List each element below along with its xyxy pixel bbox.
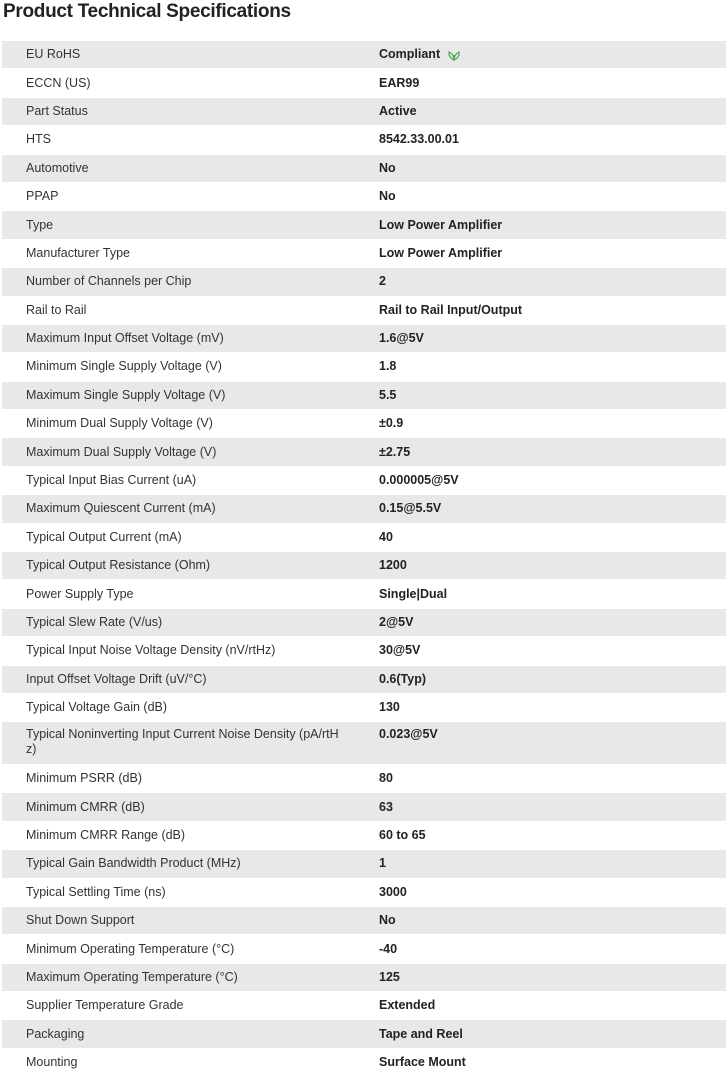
spec-value — [354, 1055, 726, 1070]
spec-name: Shut Down Support — [26, 913, 135, 928]
spec-value — [354, 913, 726, 928]
spec-value-text: EAR99 — [379, 75, 420, 90]
spec-value-text: 80 — [379, 771, 393, 786]
spec-row — [2, 382, 726, 410]
spec-value-text: 1 — [379, 856, 386, 871]
spec-value — [354, 885, 726, 900]
spec-value — [354, 331, 726, 346]
spec-row — [2, 935, 726, 963]
spec-value-text: ±0.9 — [379, 416, 404, 431]
spec-value-text: Compliant — [379, 47, 441, 62]
spec-name: Typical Settling Time (ns) — [26, 884, 166, 899]
spec-row — [2, 297, 726, 325]
spec-name: Minimum PSRR (dB) — [26, 771, 142, 786]
spec-row — [2, 552, 726, 580]
spec-value — [354, 161, 726, 176]
spec-value-text: 125 — [379, 969, 400, 984]
spec-value-text: Extended — [379, 998, 436, 1013]
spec-value — [354, 473, 726, 488]
spec-name: Minimum CMRR (dB) — [26, 799, 145, 814]
spec-value-text: 8542.33.00.01 — [379, 132, 459, 147]
spec-name: ECCN (US) — [26, 75, 91, 90]
spec-value-text: 0.6(Typ) — [379, 671, 426, 686]
spec-value — [354, 1027, 726, 1042]
spec-name: Supplier Temperature Grade — [26, 998, 184, 1013]
spec-name: Power Supply Type — [26, 586, 134, 601]
spec-row — [2, 879, 726, 907]
spec-name: Typical Voltage Gain (dB) — [26, 700, 168, 715]
spec-row — [2, 325, 726, 353]
spec-row — [2, 609, 726, 637]
spec-name: Maximum Dual Supply Voltage (V) — [26, 444, 217, 459]
spec-value-text: 3000 — [379, 884, 407, 899]
spec-row — [2, 722, 726, 765]
spec-row — [2, 580, 726, 608]
spec-value-text: No — [379, 189, 396, 204]
spec-row — [2, 907, 726, 935]
spec-name: HTS — [26, 132, 51, 147]
spec-row — [2, 666, 726, 694]
spec-value — [354, 359, 726, 374]
spec-value — [354, 727, 726, 742]
spec-name: Typical Gain Bandwidth Product (MHz) — [26, 856, 241, 871]
spec-row — [2, 1049, 726, 1077]
spec-name: Packaging — [26, 1026, 85, 1041]
spec-value-text: 0.000005@5V — [379, 473, 459, 488]
spec-row — [2, 850, 726, 878]
spec-name: Input Offset Voltage Drift (uV/°C) — [26, 671, 207, 686]
spec-value-text: No — [379, 913, 396, 928]
spec-value-text: 1.6@5V — [379, 331, 424, 346]
spec-value-text: Active — [379, 103, 417, 118]
spec-row — [2, 467, 726, 495]
spec-name: Typical Noninverting Input Current Noise Density (pA/rtHz) — [26, 727, 339, 757]
spec-value-text: 1200 — [379, 558, 407, 573]
spec-row — [2, 524, 726, 552]
spec-value-text: Surface Mount — [379, 1055, 466, 1070]
spec-value — [354, 445, 726, 460]
spec-name: Minimum Dual Supply Voltage (V) — [26, 416, 213, 431]
spec-name: Type — [26, 217, 54, 232]
spec-name: Rail to Rail — [26, 302, 87, 317]
spec-value — [354, 800, 726, 815]
leaf-icon — [447, 49, 461, 61]
spec-value — [354, 672, 726, 687]
spec-row — [2, 126, 726, 154]
spec-name: EU RoHS — [26, 47, 81, 62]
spec-name: PPAP — [26, 189, 59, 204]
spec-name: Manufacturer Type — [26, 245, 130, 260]
spec-row — [2, 41, 726, 69]
spec-value-text: No — [379, 160, 396, 175]
spec-row — [2, 765, 726, 793]
spec-value-text: Single|Dual — [379, 586, 448, 601]
spec-name: Mounting — [26, 1055, 78, 1070]
spec-row — [2, 964, 726, 992]
spec-name: Minimum Operating Temperature (°C) — [26, 941, 235, 956]
spec-value — [354, 189, 726, 204]
spec-value — [354, 530, 726, 545]
spec-row — [2, 495, 726, 523]
spec-name: Maximum Quiescent Current (mA) — [26, 501, 216, 516]
spec-value — [354, 587, 726, 602]
spec-value — [354, 828, 726, 843]
spec-row — [2, 438, 726, 466]
spec-row — [2, 240, 726, 268]
spec-value — [354, 218, 726, 233]
spec-table — [2, 41, 726, 1077]
spec-name: Typical Input Noise Voltage Density (nV/rtHz) — [26, 643, 276, 658]
spec-value — [354, 132, 726, 147]
spec-value-text: 63 — [379, 799, 393, 814]
spec-value — [354, 104, 726, 119]
spec-row — [2, 268, 726, 296]
spec-row — [2, 1020, 726, 1048]
spec-value — [354, 615, 726, 630]
spec-row — [2, 637, 726, 665]
spec-value-text: 5.5 — [379, 387, 397, 402]
spec-value — [354, 47, 726, 62]
spec-name: Minimum CMRR Range (dB) — [26, 827, 186, 842]
spec-value-text: 1.8 — [379, 359, 397, 374]
spec-name: Maximum Input Offset Voltage (mV) — [26, 331, 224, 346]
spec-name: Maximum Operating Temperature (°C) — [26, 969, 238, 984]
spec-name: Part Status — [26, 103, 88, 118]
spec-value — [354, 700, 726, 715]
spec-value-text: 0.023@5V — [379, 727, 438, 742]
spec-name: Typical Input Bias Current (uA) — [26, 473, 197, 488]
spec-row — [2, 69, 726, 97]
spec-row — [2, 183, 726, 211]
spec-value — [354, 274, 726, 289]
spec-value-text: -40 — [379, 941, 398, 956]
spec-value-text: 30@5V — [379, 643, 421, 658]
spec-value — [354, 388, 726, 403]
spec-value — [354, 76, 726, 91]
spec-value-text: 0.15@5.5V — [379, 501, 442, 516]
spec-value-text: Low Power Amplifier — [379, 245, 503, 260]
spec-row — [2, 98, 726, 126]
page-title: Product Technical Specifications — [3, 1, 291, 22]
spec-name: Minimum Single Supply Voltage (V) — [26, 359, 222, 374]
spec-value-text: Tape and Reel — [379, 1026, 463, 1041]
spec-row — [2, 155, 726, 183]
spec-value — [354, 771, 726, 786]
spec-value-text: 40 — [379, 529, 393, 544]
spec-name: Typical Slew Rate (V/us) — [26, 615, 163, 629]
spec-value-text: ±2.75 — [379, 444, 411, 459]
spec-value — [354, 998, 726, 1013]
spec-name: Typical Output Current (mA) — [26, 529, 182, 544]
spec-row — [2, 353, 726, 381]
spec-value — [354, 856, 726, 871]
spec-name: Typical Output Resistance (Ohm) — [26, 558, 211, 573]
spec-value-text: Rail to Rail Input/Output — [379, 302, 523, 317]
spec-name: Maximum Single Supply Voltage (V) — [26, 387, 226, 402]
spec-value-text: 2@5V — [379, 615, 414, 629]
spec-row — [2, 410, 726, 438]
spec-row — [2, 793, 726, 821]
spec-value — [354, 501, 726, 516]
spec-row — [2, 992, 726, 1020]
spec-value-text: 2 — [379, 274, 386, 289]
spec-value — [354, 246, 726, 261]
spec-row — [2, 822, 726, 850]
spec-value — [354, 942, 726, 957]
spec-name: Number of Channels per Chip — [26, 274, 192, 289]
spec-value — [354, 970, 726, 985]
spec-row — [2, 694, 726, 722]
spec-value-text: Low Power Amplifier — [379, 217, 503, 232]
spec-name: Automotive — [26, 160, 89, 175]
spec-value-text: 60 to 65 — [379, 827, 426, 842]
spec-value — [354, 558, 726, 573]
spec-value — [354, 416, 726, 431]
spec-value-text: 130 — [379, 700, 400, 715]
spec-row — [2, 211, 726, 239]
spec-value — [354, 643, 726, 658]
spec-value — [354, 303, 726, 318]
